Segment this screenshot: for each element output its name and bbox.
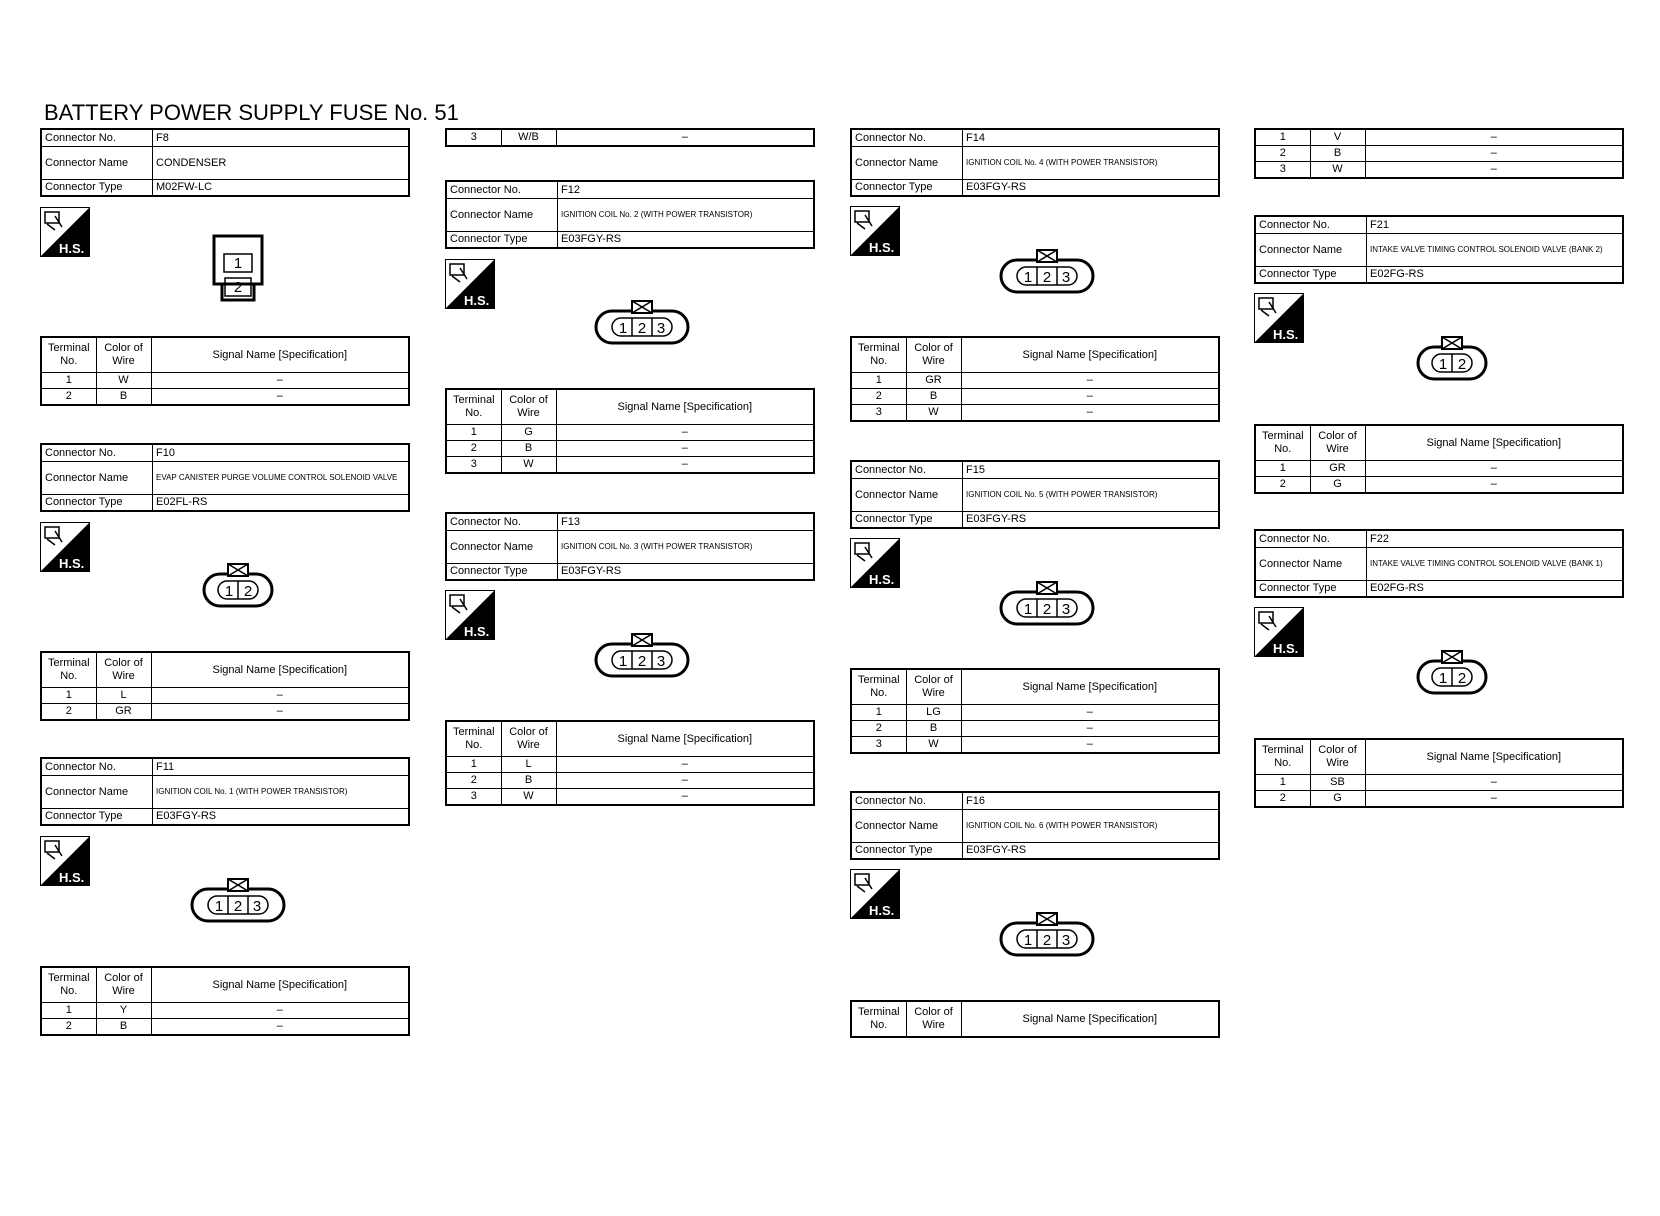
table-row: 1 G – [446,425,814,441]
table-row: 2 GR – [41,704,409,721]
svg-text:2: 2 [1042,269,1052,286]
hs-icon [1254,293,1304,343]
svg-text:2: 2 [1042,932,1052,949]
svg-text:2: 2 [243,583,253,600]
hs-icon [1254,607,1304,657]
connector-face-3pin [190,875,286,925]
connector-name-value: CONDENSER [153,147,410,180]
table-row: 1 V – [1255,129,1623,146]
connector-info-f16: Connector No. F16 Connector Name IGNITION COIL No. 6 (WITH POWER TRANSISTOR) Connector Type E03FGY-RS [850,791,1220,860]
terminal-table-f8: Terminal No. Color of Wire Signal Name [Specification] 1 W – 2 B – [40,336,410,406]
connector-face-2pin-vertical [212,234,264,306]
svg-text:1: 1 [1438,670,1448,687]
connector-info-f11: Connector No. F11 Connector Name IGNITION COIL No. 1 (WITH POWER TRANSISTOR) Connector Type E03FGY-RS [40,757,410,826]
table-row: 1 L – [446,757,814,773]
svg-text:H.S.: H.S. [1273,641,1299,656]
hs-icon [850,206,900,256]
hs-icon [445,259,495,309]
svg-text:1: 1 [618,653,628,670]
svg-text:1: 1 [224,583,234,600]
table-row: 1 W – [41,373,409,389]
connector-info-f12: Connector No. F12 Connector Name IGNITION COIL No. 2 (WITH POWER TRANSISTOR) Connector Type E03FGY-RS [445,180,815,249]
connector-face-3pin [999,578,1095,628]
table-row: 3 W – [446,457,814,474]
svg-text:1: 1 [1023,269,1033,286]
svg-text:3: 3 [252,898,262,915]
svg-text:2: 2 [1457,356,1467,373]
svg-text:1: 1 [1023,601,1033,618]
connector-info-f8: Connector No. F8 Connector Name CONDENSER Connector Type M02FW-LC [40,128,410,197]
table-row: 2 B – [851,389,1219,405]
terminal-table-f14: Terminal No. Color of Wire Signal Name [Specification] 1 GR – 2 B – 3 W – [850,336,1220,422]
svg-text:H.S.: H.S. [869,572,895,587]
svg-text:2: 2 [637,320,647,337]
table-row: 3 W/B – [446,129,814,146]
connector-info-f10: Connector No. F10 Connector Name EVAP CANISTER PURGE VOLUME CONTROL SOLENOID VALVE Connector Type E02FL-RS [40,443,410,512]
svg-text:2: 2 [637,653,647,670]
hs-icon [445,590,495,640]
svg-text:H.S.: H.S. [869,903,895,918]
terminal-table-f15: Terminal No. Color of Wire Signal Name [Specification] 1 LG – 2 B – 3 W – [850,668,1220,754]
terminal-table-f21: Terminal No. Color of Wire Signal Name [Specification] 1 GR – 2 G – [1254,424,1624,494]
svg-text:1: 1 [214,898,224,915]
connector-face-2pin [1416,647,1488,697]
table-row: 3 W – [851,737,1219,754]
table-row: 1 SB – [1255,775,1623,791]
connector-face-2pin [202,560,274,610]
hs-icon [850,869,900,919]
svg-text:H.S.: H.S. [59,870,85,885]
table-row: 2 B – [41,1019,409,1036]
terminal-table-f16: Terminal No. Color of Wire Signal Name [Specification] [850,1000,1220,1038]
table-row: 1 L – [41,688,409,704]
table-row: 1 GR – [851,373,1219,389]
connector-face-3pin [999,909,1095,959]
terminal-table-f10: Terminal No. Color of Wire Signal Name [Specification] 1 L – 2 GR – [40,651,410,721]
table-row: 1 LG – [851,705,1219,721]
connector-face-3pin [594,630,690,680]
table-row: 2 B – [1255,146,1623,162]
table-row: 1 GR – [1255,461,1623,477]
table-row: 3 W – [1255,162,1623,179]
table-row: 2 B – [446,441,814,457]
svg-text:H.S.: H.S. [59,556,85,571]
page-title: BATTERY POWER SUPPLY FUSE No. 51 [44,100,459,125]
svg-text:2: 2 [1042,601,1052,618]
connector-info-f21: Connector No. F21 Connector Name INTAKE VALVE TIMING CONTROL SOLENOID VALVE (BANK 2) Connector Type E02FG-RS [1254,215,1624,284]
connector-info-f15: Connector No. F15 Connector Name IGNITION COIL No. 5 (WITH POWER TRANSISTOR) Connector Type E03FGY-RS [850,460,1220,529]
terminal-table-f16-continued [1254,128,1624,179]
connector-no-value: F8 [153,129,410,147]
hs-icon [40,836,90,886]
svg-text:3: 3 [1061,932,1071,949]
terminal-table-f13: Terminal No. Color of Wire Signal Name [Specification] 1 L – 2 B – 3 W – [445,720,815,806]
svg-text:2: 2 [1457,670,1467,687]
svg-text:2: 2 [233,279,243,296]
terminal-table-f11-continued [445,128,815,147]
table-row: 3 W – [446,789,814,806]
connector-face-2pin [1416,333,1488,383]
table-row: 1 Y – [41,1003,409,1019]
svg-text:3: 3 [656,653,666,670]
svg-text:2: 2 [233,898,243,915]
terminal-table-f11: Terminal No. Color of Wire Signal Name [Specification] 1 Y – 2 B – [40,966,410,1036]
connector-type-value: M02FW-LC [153,180,410,197]
table-row: 3 W – [851,405,1219,422]
table-row: 2 G – [1255,477,1623,494]
svg-text:H.S.: H.S. [59,241,85,256]
terminal-table-f22: Terminal No. Color of Wire Signal Name [Specification] 1 SB – 2 G – [1254,738,1624,808]
table-row: 2 B – [446,773,814,789]
svg-text:3: 3 [1061,269,1071,286]
svg-text:H.S.: H.S. [464,624,490,639]
hs-icon [40,207,90,257]
hs-icon [850,538,900,588]
connector-info-f13: Connector No. F13 Connector Name IGNITION COIL No. 3 (WITH POWER TRANSISTOR) Connector Type E03FGY-RS [445,512,815,581]
svg-text:1: 1 [1023,932,1033,949]
svg-text:H.S.: H.S. [464,293,490,308]
table-row: 2 G – [1255,791,1623,808]
svg-text:1: 1 [233,255,243,272]
connector-face-3pin [999,246,1095,296]
connector-info-f22: Connector No. F22 Connector Name INTAKE VALVE TIMING CONTROL SOLENOID VALVE (BANK 1) Connector Type E02FG-RS [1254,529,1624,598]
svg-text:3: 3 [656,320,666,337]
connector-info-f14: Connector No. F14 Connector Name IGNITION COIL No. 4 (WITH POWER TRANSISTOR) Connector Type E03FGY-RS [850,128,1220,197]
svg-text:H.S.: H.S. [869,240,895,255]
svg-text:1: 1 [1438,356,1448,373]
svg-text:H.S.: H.S. [1273,327,1299,342]
terminal-table-f12: Terminal No. Color of Wire Signal Name [Specification] 1 G – 2 B – 3 W – [445,388,815,474]
table-row: 2 B – [41,389,409,406]
table-row: 2 B – [851,721,1219,737]
hs-icon [40,522,90,572]
svg-text:3: 3 [1061,601,1071,618]
connector-face-3pin [594,297,690,347]
svg-text:1: 1 [618,320,628,337]
